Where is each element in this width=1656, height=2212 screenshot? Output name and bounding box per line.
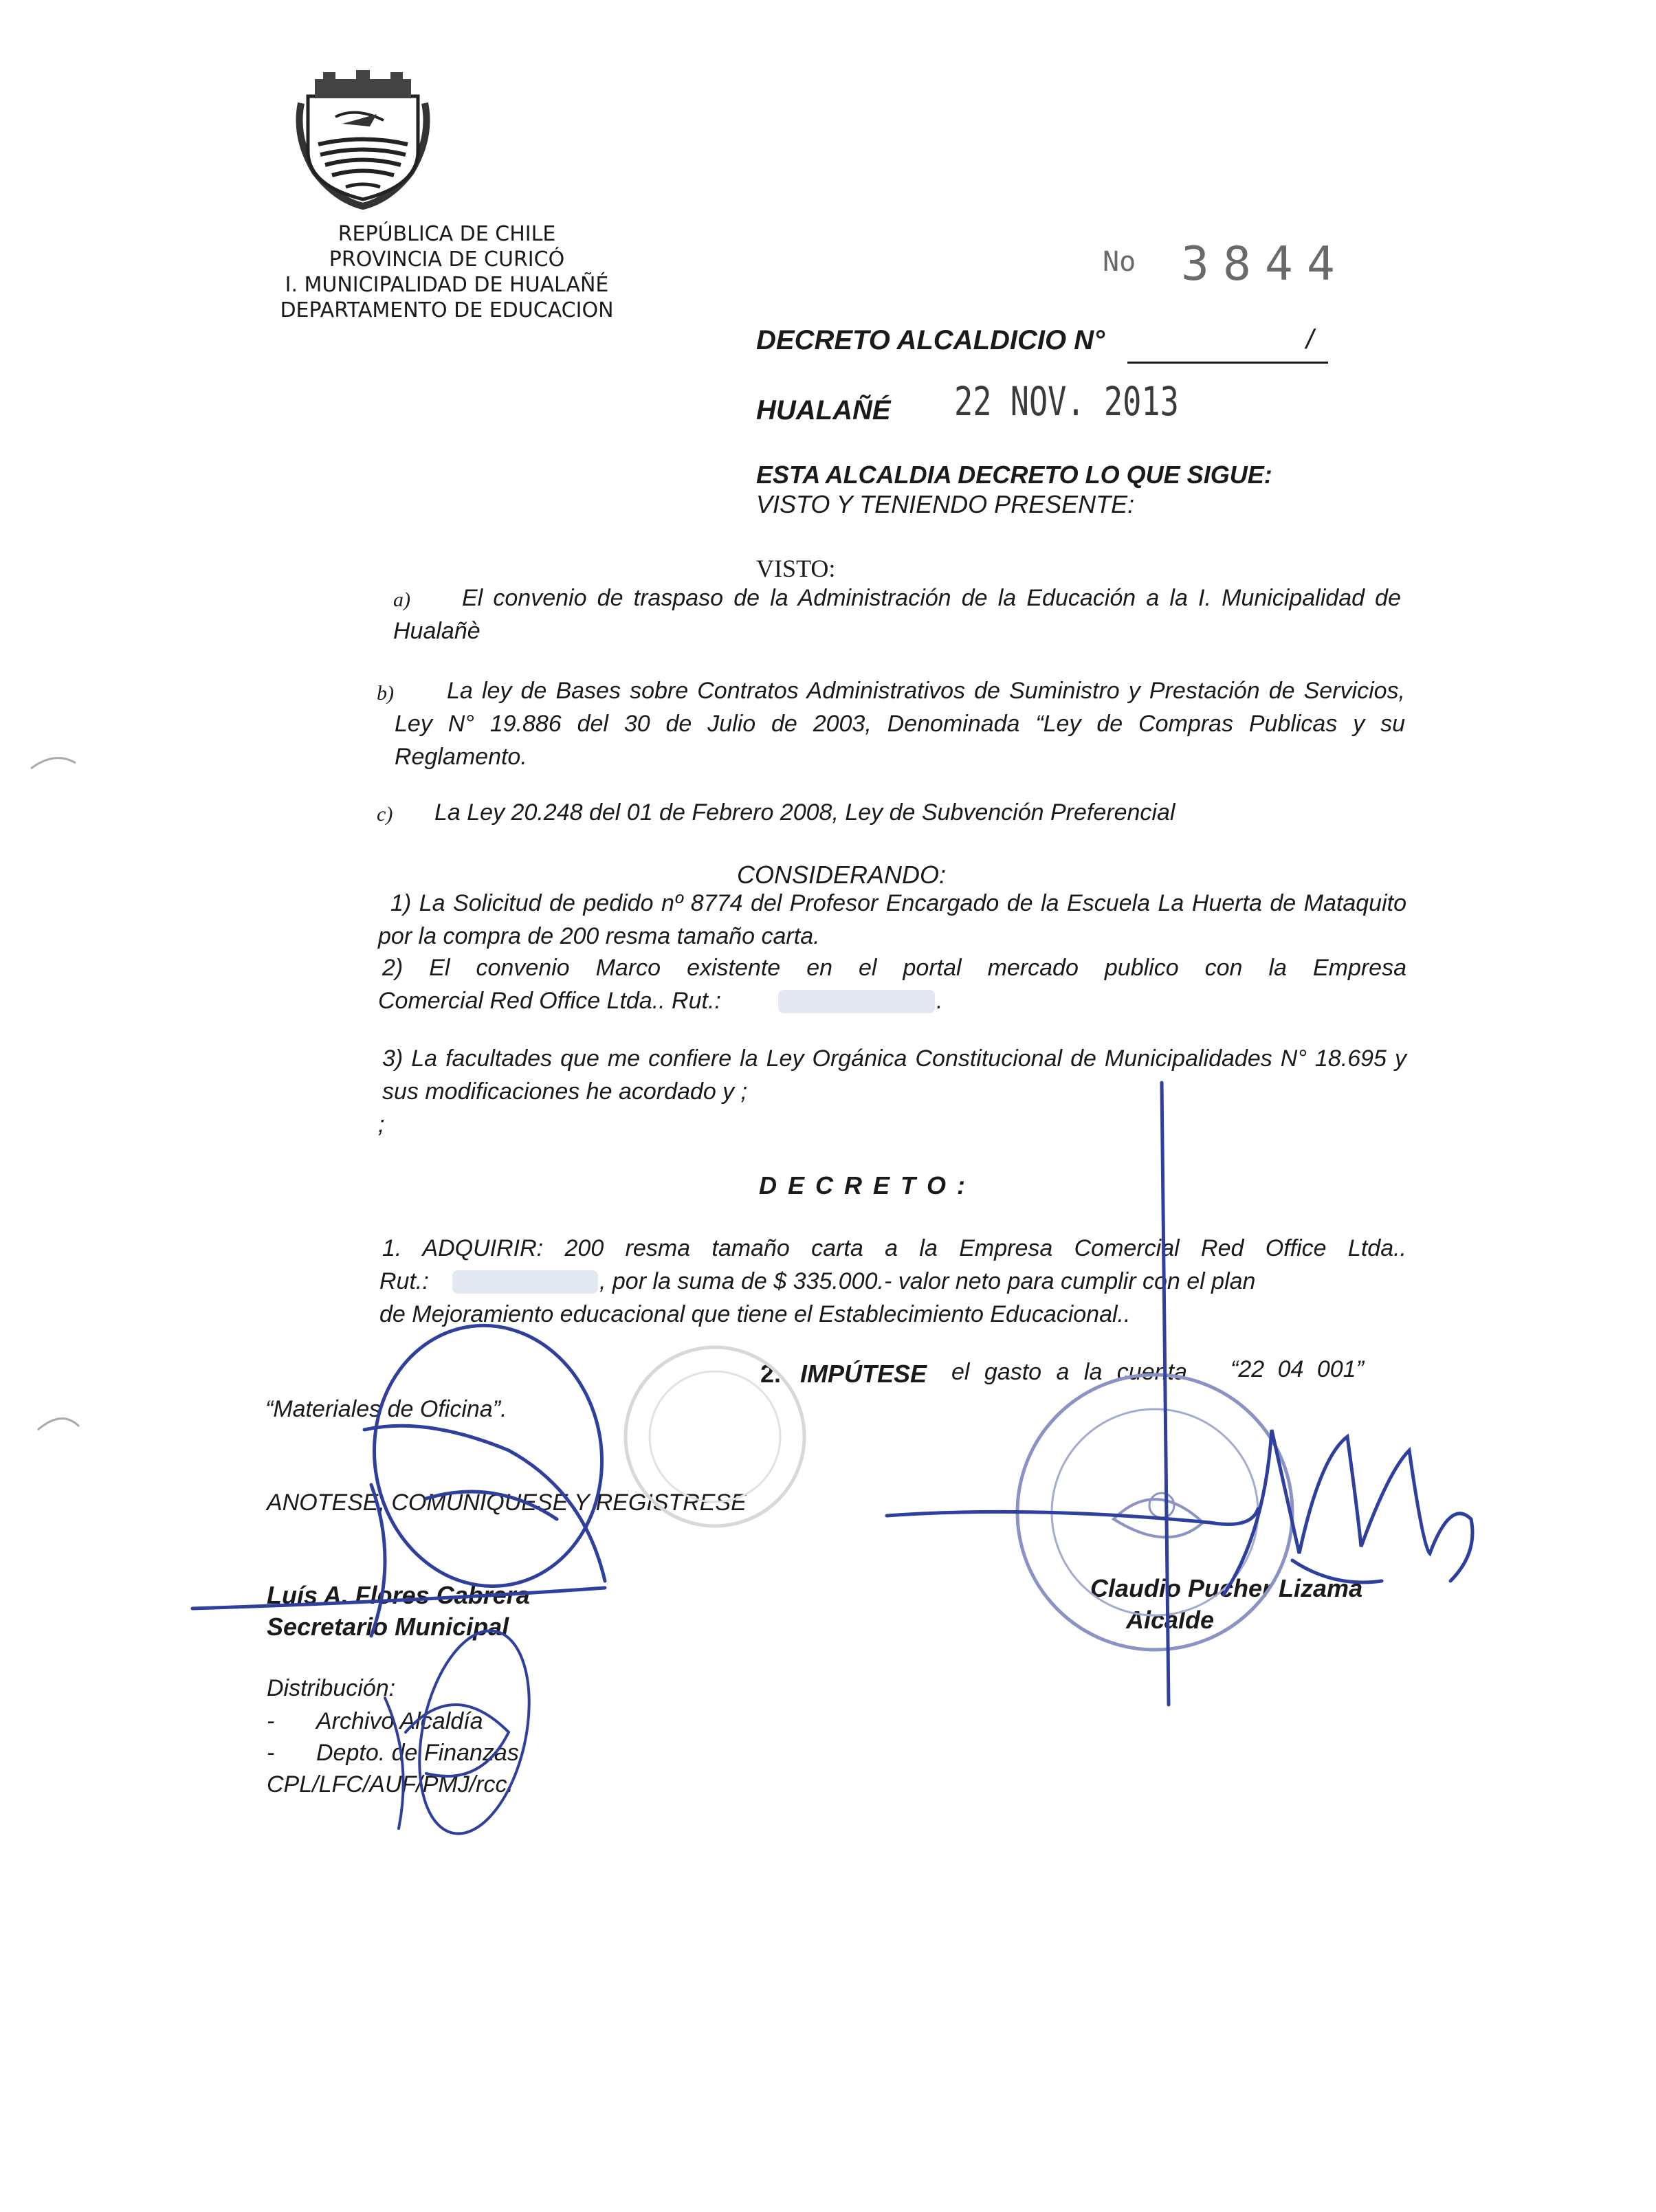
scan-mark-1 bbox=[31, 758, 76, 768]
decreto-item-2-impute: IMPÚTESE bbox=[800, 1360, 927, 1388]
mayor-title: Alcalde bbox=[1126, 1606, 1215, 1634]
considerando-heading: CONSIDERANDO: bbox=[737, 861, 947, 889]
distribution-item-2: Depto. de Finanzas bbox=[316, 1740, 519, 1766]
visto-b-text: La ley de Bases sobre Contratos Administrativos de Suministro y Prestación de Servicios, Ley N° 19.886 del 30 de Julio de 2003, Denominada “Ley de Compras Publicas y su Reglamento. bbox=[395, 678, 1405, 770]
decreto-item-2-account: “22 04 001” bbox=[1230, 1356, 1364, 1382]
decreto-item-2-continuation: “Materiales de Oficina”. bbox=[265, 1396, 507, 1422]
visto-c-label: c) bbox=[377, 803, 393, 826]
considerando-semicolon: ; bbox=[378, 1111, 385, 1138]
closing-statement: ANOTESE, COMUNIQUESE Y REGISTRESE bbox=[267, 1490, 747, 1516]
initials-signature bbox=[385, 1621, 547, 1844]
visto-a-text: El convenio de traspaso de la Administración de la Educación a la I. Municipalidad de Hualañè bbox=[393, 585, 1401, 644]
decree-number-prefix: No bbox=[1103, 246, 1136, 278]
header-province: PROVINCIA DE CURICÓ bbox=[329, 247, 565, 272]
decree-date-stamp: 22 NOV. 2013 bbox=[954, 378, 1179, 425]
scan-mark-2 bbox=[38, 1419, 79, 1430]
decreto-heading: D E C R E T O : bbox=[759, 1171, 968, 1199]
considerando-item-2-end: . bbox=[936, 988, 943, 1014]
distribution-heading: Distribución: bbox=[267, 1675, 396, 1701]
considerando-item-2b: Comercial Red Office Ltda.. Rut.: bbox=[378, 988, 721, 1014]
decreto-item-1-line-3: de Mejoramiento educacional que tiene el Establecimiento Educacional.. bbox=[379, 1301, 1131, 1327]
distribution-item-1: Archivo Alcaldía bbox=[316, 1708, 483, 1734]
secretary-signature bbox=[192, 1311, 619, 1636]
decreto-item-2-number: 2. bbox=[760, 1360, 782, 1388]
mayor-name: Claudio Pucher Lizama bbox=[1090, 1574, 1363, 1602]
decreto-item-1-line-2: , por la suma de $ 335.000.- valor neto para cumplir con el plan bbox=[599, 1268, 1256, 1294]
considerando-item-3: 3) La facultades que me confiere la Ley Orgánica Constitucional de Municipalidades N° 18.695 y sus modificaciones he acordado y ; bbox=[382, 1046, 1406, 1105]
header-republic: REPÚBLICA DE CHILE bbox=[338, 222, 556, 246]
decreto-item-1-line-1: 1. ADQUIRIR: 200 resma tamaño carta a la Empresa Comercial Red Office Ltda.. bbox=[382, 1235, 1406, 1261]
header-department: DEPARTAMENTO DE EDUCACION bbox=[280, 298, 614, 322]
considerando-item-2a: 2) El convenio Marco existente en el portal mercado publico con la Empresa bbox=[382, 955, 1406, 981]
decree-visto-presente: VISTO Y TENIENDO PRESENTE: bbox=[756, 490, 1135, 518]
decree-title: DECRETO ALCALDICIO N° bbox=[756, 325, 1105, 355]
distribution-initials: CPL/LFC/AUF/PMJ/rcc. bbox=[267, 1771, 514, 1798]
decreto-item-2-text: el gasto a la cuenta bbox=[951, 1359, 1187, 1385]
distribution-dash-1: - bbox=[267, 1708, 275, 1734]
decree-place: HUALAÑÉ bbox=[756, 395, 891, 425]
decree-intro: ESTA ALCALDIA DECRETO LO QUE SIGUE: bbox=[756, 461, 1272, 489]
decreto-item-1-rut-label: Rut.: bbox=[379, 1268, 429, 1294]
considerando-item-1: 1) La Solicitud de pedido nº 8774 del Profesor Encargado de la Escuela La Huerta de Mataquito por la compra de 200 resma tamaño carta. bbox=[378, 890, 1406, 949]
faint-municipal-stamp bbox=[626, 1347, 804, 1526]
distribution-dash-2: - bbox=[267, 1740, 275, 1766]
header-municipality: I. MUNICIPALIDAD DE HUALAÑÉ bbox=[285, 273, 609, 297]
visto-c-text: La Ley 20.248 del 01 de Febrero 2008, Ley de Subvención Preferencial bbox=[434, 799, 1175, 826]
visto-b-label: b) bbox=[377, 682, 394, 705]
visto-heading: VISTO: bbox=[756, 555, 836, 582]
decree-number-stamp: 3844 bbox=[1181, 237, 1349, 291]
secretary-title: Secretario Municipal bbox=[267, 1613, 509, 1641]
decree-slash: / bbox=[1306, 324, 1314, 355]
secretary-name: Luís A. Flores Cabrera bbox=[267, 1581, 530, 1609]
visto-a-label: a) bbox=[393, 588, 410, 611]
